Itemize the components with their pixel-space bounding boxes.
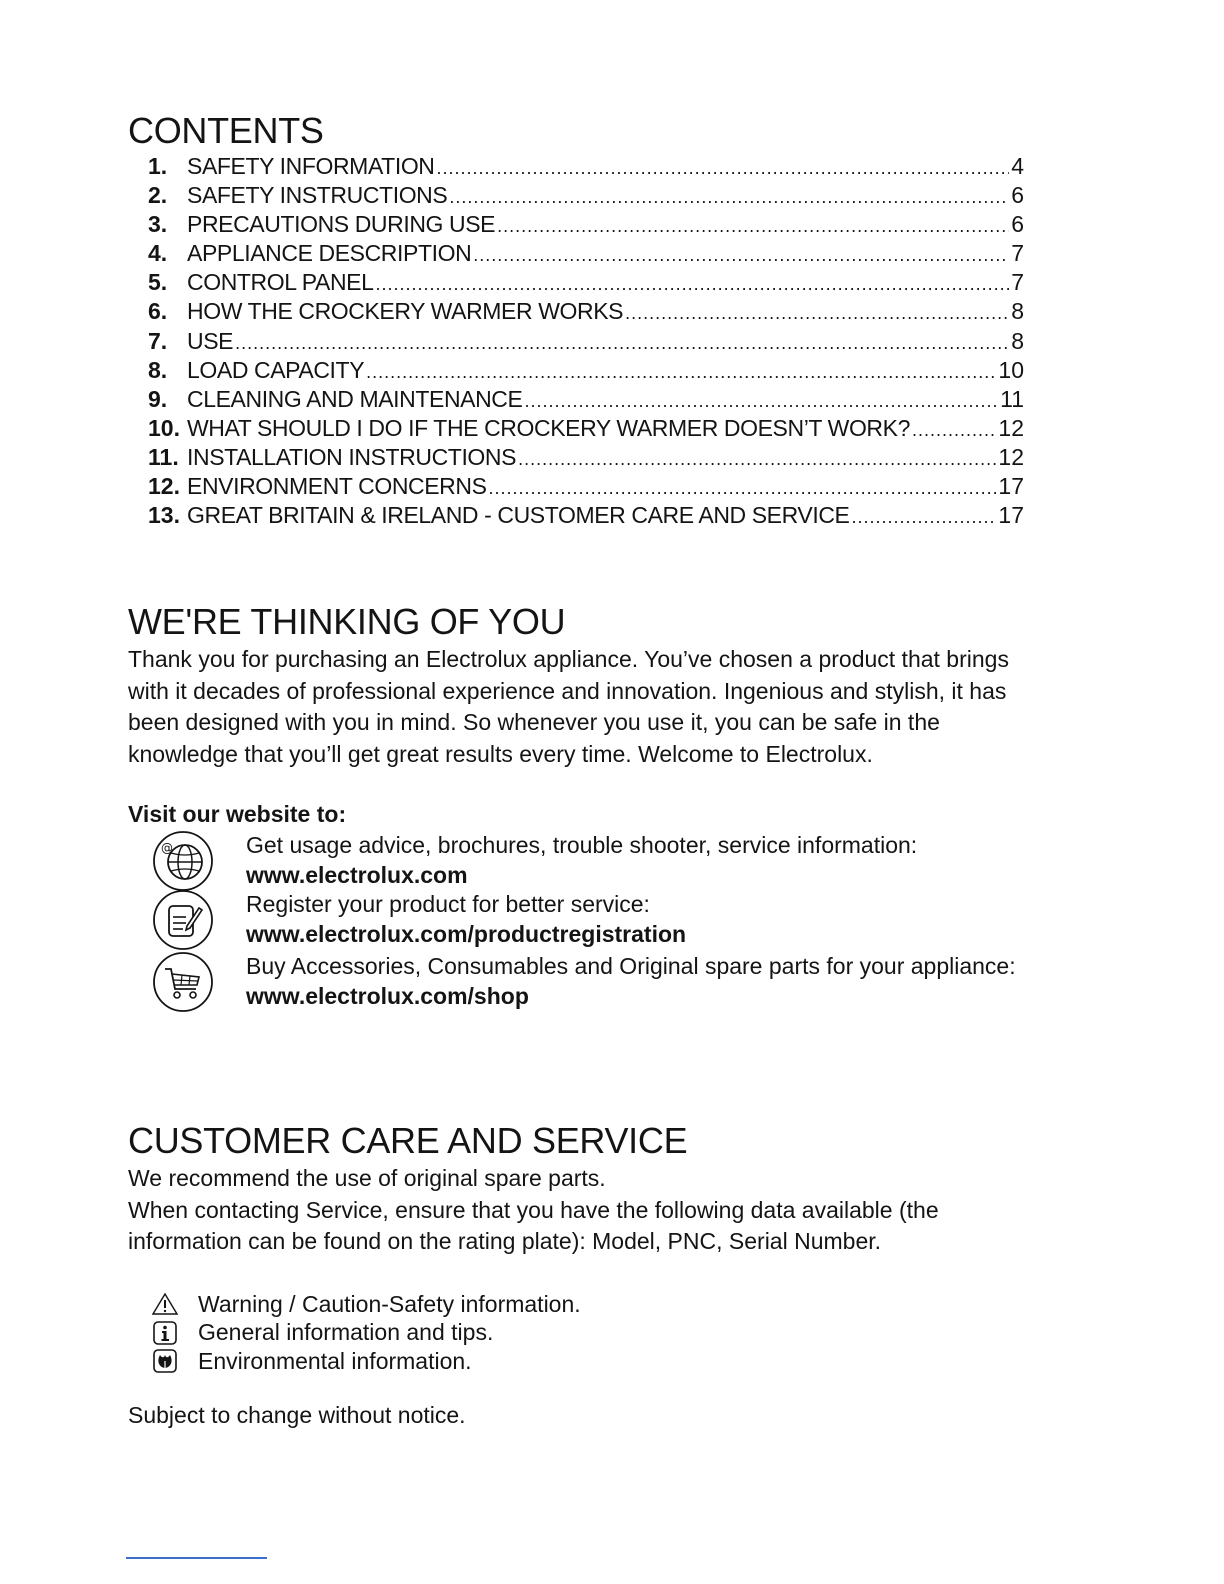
care-line: We recommend the use of original spare parts. bbox=[128, 1165, 606, 1191]
toc-number: 3. bbox=[148, 211, 168, 238]
visit-website-label: Visit our website to: bbox=[128, 801, 347, 827]
toc-item[interactable] bbox=[148, 501, 1024, 530]
change-notice: Subject to change without notice. bbox=[128, 1402, 466, 1428]
toc-page: 11 bbox=[1000, 385, 1024, 412]
toc-page: 8 bbox=[1011, 298, 1024, 325]
intro-line: with it decades of professional experience and innovation. Ingenious and stylish, it has bbox=[128, 677, 1007, 704]
care-line: When contacting Service, ensure that you have the following data available (the bbox=[128, 1196, 939, 1223]
link-description: Register your product for better service: bbox=[246, 891, 650, 917]
toc-item[interactable] bbox=[148, 443, 1024, 472]
toc-title: CONTROL PANEL bbox=[187, 269, 374, 296]
toc-item[interactable] bbox=[148, 414, 1024, 443]
thinking-title: WE'RE THINKING OF YOU bbox=[128, 601, 566, 642]
toc-leader bbox=[376, 270, 1010, 299]
customer-care-title: CUSTOMER CARE AND SERVICE bbox=[128, 1120, 688, 1161]
toc-page: 10 bbox=[998, 356, 1024, 383]
toc-leader bbox=[366, 358, 996, 387]
globe-icon bbox=[152, 830, 214, 892]
toc-item[interactable] bbox=[148, 210, 1024, 239]
toc-item[interactable] bbox=[148, 297, 1024, 326]
toc-leader bbox=[524, 387, 998, 416]
contents-title: CONTENTS bbox=[128, 110, 324, 151]
intro-line: been designed with you in mind. So whenever you use it, you can be safe in the bbox=[128, 709, 940, 735]
shop-link-row bbox=[128, 951, 1068, 1011]
toc-page: 4 bbox=[1011, 153, 1024, 179]
legend-item bbox=[152, 1319, 581, 1348]
toc-title: USE bbox=[187, 327, 234, 354]
toc-number: 11. bbox=[148, 443, 179, 470]
product-registration-url[interactable]: www.electrolux.com/productregistration bbox=[246, 921, 687, 947]
link-description: Buy Accessories, Consumables and Original spare parts for your appliance: bbox=[246, 953, 1016, 979]
toc-item[interactable] bbox=[148, 239, 1024, 268]
toc-title: LOAD CAPACITY bbox=[187, 356, 365, 383]
registration-icon bbox=[152, 889, 214, 951]
toc-number: 2. bbox=[148, 182, 168, 209]
link-description: Get usage advice, brochures, trouble shooter, service information: bbox=[246, 832, 918, 858]
toc-item[interactable] bbox=[148, 385, 1024, 414]
intro-line: Thank you for purchasing an Electrolux appliance. You’ve chosen a product that brings bbox=[128, 646, 1009, 672]
toc-item[interactable] bbox=[148, 327, 1024, 356]
toc-leader bbox=[437, 154, 1010, 183]
toc-leader bbox=[852, 503, 997, 532]
toc-number: 12. bbox=[148, 473, 180, 500]
environment-icon bbox=[152, 1349, 178, 1373]
svg-text:@: @ bbox=[161, 841, 173, 855]
toc-item[interactable] bbox=[148, 181, 1024, 210]
toc-leader bbox=[449, 183, 1009, 212]
toc-page: 7 bbox=[1011, 240, 1024, 267]
toc-page: 17 bbox=[998, 473, 1024, 500]
toc-title: PRECAUTIONS DURING USE bbox=[187, 211, 496, 238]
toc-leader bbox=[489, 474, 997, 503]
toc-title: APPLIANCE DESCRIPTION bbox=[187, 240, 472, 267]
website-url[interactable]: www.electrolux.com bbox=[246, 862, 468, 888]
toc-item[interactable] bbox=[148, 356, 1024, 385]
toc-leader bbox=[518, 445, 996, 474]
toc-leader bbox=[497, 212, 1009, 241]
toc-title: HOW THE CROCKERY WARMER WORKS bbox=[187, 298, 624, 325]
care-line: information can be found on the rating plate): Model, PNC, Serial Number. bbox=[128, 1228, 882, 1254]
toc-title: CLEANING AND MAINTENANCE bbox=[187, 385, 523, 412]
toc-number: 6. bbox=[148, 298, 168, 325]
legend-text: Warning / Caution-Safety information. bbox=[198, 1290, 581, 1317]
legend-item bbox=[152, 1290, 581, 1319]
legend-text: Environmental information. bbox=[198, 1347, 472, 1374]
shopping-cart-icon bbox=[152, 951, 214, 1013]
toc-title: SAFETY INSTRUCTIONS bbox=[187, 182, 448, 209]
toc-item[interactable] bbox=[148, 152, 1024, 181]
table-of-contents bbox=[148, 152, 1024, 530]
toc-number: 5. bbox=[148, 269, 168, 296]
symbol-legend bbox=[152, 1290, 581, 1376]
intro-paragraph bbox=[128, 644, 1068, 770]
toc-number: 8. bbox=[148, 356, 168, 383]
toc-number: 1. bbox=[148, 153, 168, 179]
legend-item bbox=[152, 1347, 581, 1376]
toc-item[interactable] bbox=[148, 268, 1024, 297]
shop-url[interactable]: www.electrolux.com/shop bbox=[246, 983, 529, 1009]
website-link-row bbox=[128, 830, 1068, 890]
toc-page: 8 bbox=[1011, 327, 1024, 354]
toc-leader bbox=[473, 241, 1009, 270]
toc-title: ENVIRONMENT CONCERNS bbox=[187, 473, 487, 500]
toc-number: 9. bbox=[148, 385, 168, 412]
toc-page: 17 bbox=[998, 502, 1024, 529]
toc-leader bbox=[235, 329, 1009, 358]
toc-page: 12 bbox=[998, 414, 1024, 441]
toc-number: 4. bbox=[148, 240, 168, 267]
info-icon bbox=[152, 1321, 178, 1345]
intro-line: knowledge that you’ll get great results every time. Welcome to Electrolux. bbox=[128, 740, 873, 767]
toc-leader bbox=[625, 299, 1009, 328]
toc-leader bbox=[912, 416, 996, 445]
warning-icon bbox=[152, 1292, 178, 1316]
toc-number: 7. bbox=[148, 327, 168, 354]
toc-page: 12 bbox=[998, 443, 1024, 470]
toc-number: 13. bbox=[148, 502, 180, 529]
toc-title: WHAT SHOULD I DO IF THE CROCKERY WARMER DOESN’T WORK? bbox=[187, 414, 910, 441]
toc-title: SAFETY INFORMATION bbox=[187, 153, 435, 179]
toc-number: 10. bbox=[148, 414, 180, 441]
customer-care-paragraph bbox=[128, 1163, 1068, 1258]
registration-link-row bbox=[128, 889, 1068, 949]
toc-title: GREAT BRITAIN & IRELAND - CUSTOMER CARE AND SERVICE bbox=[187, 502, 850, 529]
legend-text: General information and tips. bbox=[198, 1319, 494, 1346]
toc-page: 6 bbox=[1011, 182, 1024, 209]
toc-page: 7 bbox=[1011, 269, 1024, 296]
toc-item[interactable] bbox=[148, 472, 1024, 501]
footer-rule bbox=[126, 1557, 267, 1559]
toc-title: INSTALLATION INSTRUCTIONS bbox=[187, 443, 517, 470]
toc-page: 6 bbox=[1011, 211, 1024, 238]
